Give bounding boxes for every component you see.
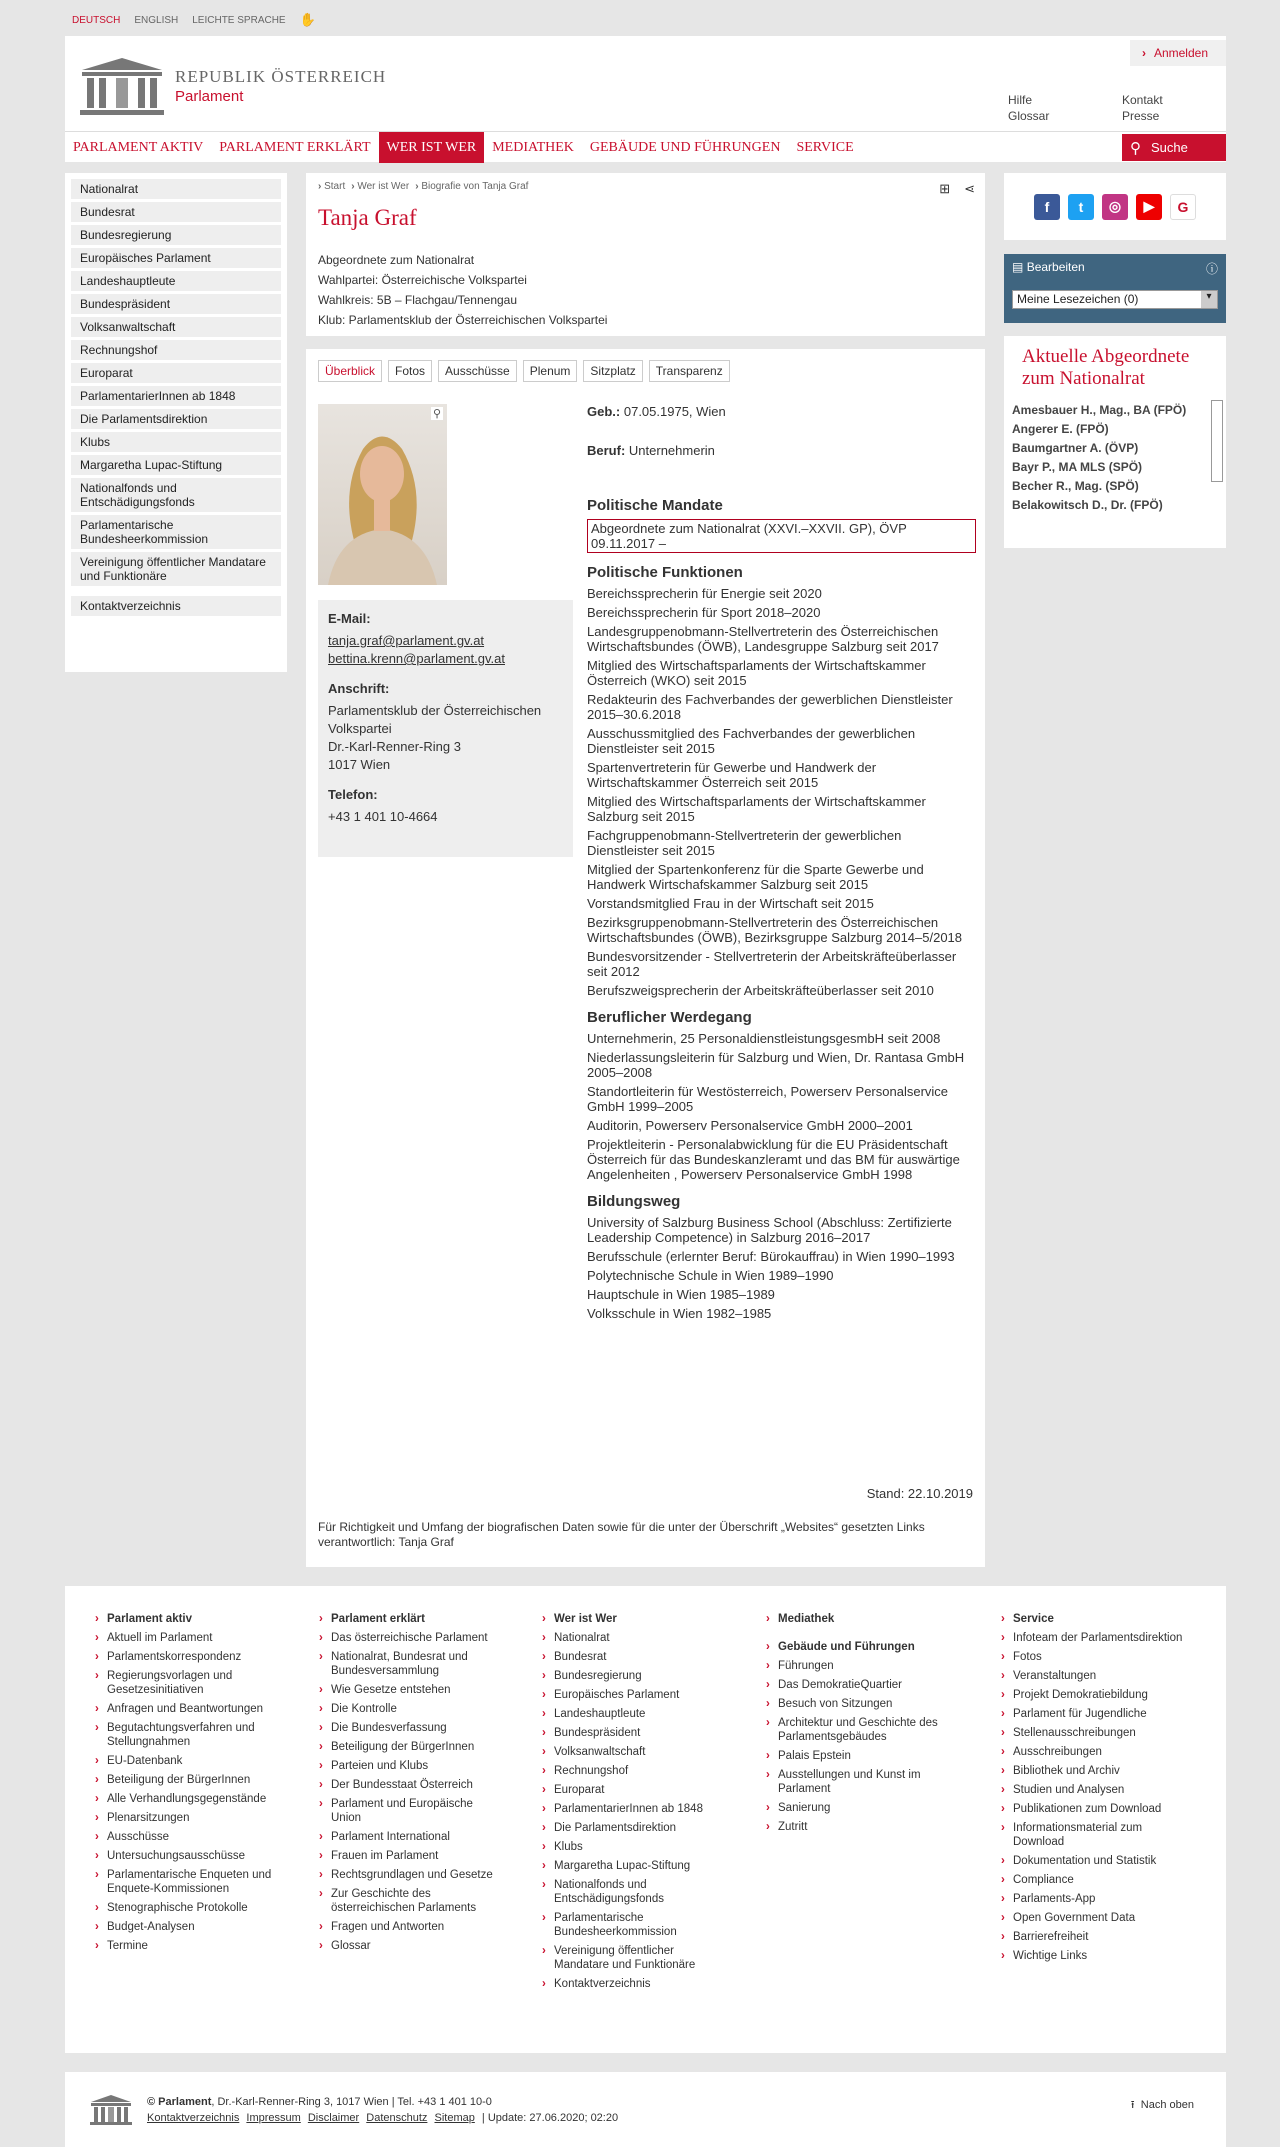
- leftnav-item[interactable]: Volksanwaltschaft: [71, 317, 281, 337]
- parliament-logo-icon: [79, 56, 165, 116]
- list-item: Niederlassungsleiterin für Salzburg und Wien, Dr. Rantasa GmbH 2005–2008: [587, 1050, 965, 1080]
- nav-mediathek[interactable]: MEDIATHEK: [492, 139, 574, 155]
- footer-link[interactable]: › Klubs: [554, 1840, 724, 1854]
- footer-link[interactable]: › Zur Geschichte des österreichischen Parlaments: [331, 1887, 506, 1915]
- tab-transparency[interactable]: Transparenz: [649, 360, 730, 382]
- footer-col-2: [331, 1607, 506, 1958]
- footer-link-privacy[interactable]: Datenschutz: [366, 2112, 428, 2124]
- list-item: Spartenvertreterin für Gewerbe und Handwerk der Wirtschaftskammer Österreich seit 2015: [587, 760, 877, 790]
- footer-link[interactable]: › Glossar: [331, 1939, 506, 1953]
- footer-heading[interactable]: › Wer ist Wer: [554, 1612, 724, 1626]
- footer-link[interactable]: › Architektur und Geschichte des Parlamentsgebäudes: [778, 1716, 958, 1744]
- person-info: [318, 250, 607, 330]
- back-to-top-label: Nach oben: [1140, 2099, 1194, 2111]
- bookmarks-box: [1004, 254, 1226, 323]
- current-members: [1004, 336, 1226, 548]
- footer-link[interactable]: › Die Kontrolle: [331, 1702, 506, 1716]
- youtube-icon[interactable]: ▶: [1136, 194, 1162, 220]
- bookmarks-select[interactable]: Meine Lesezeichen (0) ▾: [1012, 290, 1218, 309]
- footer-link[interactable]: › Aktuell im Parlament: [107, 1631, 287, 1645]
- share-icon[interactable]: ⋖: [964, 181, 975, 196]
- detail-panel: [306, 349, 985, 1567]
- footer-link[interactable]: › Nationalfonds und Entschädigungsfonds: [554, 1878, 724, 1906]
- footer-link[interactable]: › Rechnungshof: [554, 1764, 724, 1778]
- footer-link[interactable]: › Ausstellungen und Kunst im Parlament: [778, 1768, 958, 1796]
- person-info-line: Wahlpartei: Österreichische Volkspartei: [318, 273, 527, 287]
- birth-value: 07.05.1975, Wien: [623, 404, 726, 419]
- footer-link[interactable]: › Rechtsgrundlagen und Gesetze: [331, 1868, 506, 1882]
- footer-link[interactable]: › Compliance: [1013, 1873, 1188, 1887]
- footer-link[interactable]: › Termine: [107, 1939, 287, 1953]
- copyright-bar: [65, 2072, 1226, 2147]
- press-link[interactable]: Presse: [1122, 109, 1160, 123]
- footer-link[interactable]: › Begutachtungsverfahren und Stellungnahmen: [107, 1721, 287, 1749]
- footer-link[interactable]: › Open Government Data: [1013, 1911, 1188, 1925]
- leftnav-item[interactable]: Rechnungshof: [71, 340, 281, 360]
- copyright-text: [147, 2094, 618, 2126]
- footer-link[interactable]: › Publikationen zum Download: [1013, 1802, 1188, 1816]
- list-item: Polytechnische Schule in Wien 1989–1990: [587, 1268, 834, 1283]
- footer-heading[interactable]: › Mediathek: [778, 1612, 958, 1626]
- list-item: Projektleiterin - Personalabwicklung für die EU Präsidentschaft Österreich für das Bundeskanzleramt und das BM für auswärtige Angelenheiten , Powerserv Personalservice GmbH 1998: [587, 1137, 960, 1182]
- list-item[interactable]: Bayr P., MA MLS (SPÖ): [1012, 460, 1143, 474]
- facebook-icon[interactable]: f: [1034, 194, 1060, 220]
- bookmarks-header: [1012, 260, 1218, 277]
- list-item[interactable]: Becher R., Mag. (SPÖ): [1012, 479, 1139, 493]
- social-links: [1004, 173, 1226, 240]
- zoom-icon[interactable]: ⚲: [432, 408, 441, 420]
- birth: [587, 404, 976, 419]
- email-heading: E-Mail:: [328, 611, 371, 626]
- footer-link[interactable]: › Fragen und Antworten: [331, 1920, 506, 1934]
- address-line: Dr.-Karl-Renner-Ring 3: [328, 739, 461, 754]
- footer-link[interactable]: › Führungen: [778, 1659, 958, 1673]
- nav-parlament-aktiv[interactable]: PARLAMENT AKTIV: [73, 139, 204, 155]
- search-button[interactable]: [1122, 134, 1226, 161]
- scrollbar[interactable]: [1211, 400, 1223, 482]
- footer-link[interactable]: › Wichtige Links: [1013, 1949, 1188, 1963]
- footer-link[interactable]: › Nationalrat: [554, 1631, 724, 1645]
- footer-col-5: [1013, 1607, 1188, 1968]
- footer-link[interactable]: › Wie Gesetze entstehen: [331, 1683, 506, 1697]
- instagram-icon[interactable]: ◎: [1102, 194, 1128, 220]
- leftnav-item[interactable]: Bundesrat: [71, 202, 281, 222]
- footer: [65, 1586, 1226, 2053]
- page-tools: [939, 181, 975, 197]
- functions-heading: Politische Funktionen: [587, 564, 743, 581]
- email-link[interactable]: tanja.graf@parlament.gv.at: [328, 633, 485, 648]
- person-info-line: Wahlkreis: 5B – Flachgau/Tennengau: [318, 293, 518, 307]
- list-item: Mitglied des Wirtschaftsparlaments der Wirtschaftskammer Salzburg seit 2015: [587, 794, 926, 824]
- footer-link[interactable]: › Das DemokratieQuartier: [778, 1678, 958, 1692]
- leftnav-item[interactable]: Nationalrat: [71, 179, 281, 199]
- footer-link[interactable]: › Projekt Demokratiebildung: [1013, 1688, 1188, 1702]
- leftnav-item[interactable]: Vereinigung öffentlicher Mandatare und Funktionäre: [71, 552, 281, 586]
- footer-link[interactable]: › Anfragen und Beantwortungen: [107, 1702, 287, 1716]
- list-item: Standortleiterin für Westösterreich, Powerserv Personalservice GmbH 1999–2005: [587, 1084, 949, 1114]
- logo-title: REPUBLIK ÖSTERREICH: [175, 67, 387, 86]
- search-icon: ⚲: [1130, 139, 1141, 157]
- list-item: Mitglied der Spartenkonferenz für die Sparte Gewerbe und Handwerk Wirtschafskammer Salzburg seit 2015: [587, 862, 924, 892]
- nav-service[interactable]: SERVICE: [796, 139, 854, 155]
- footer-link[interactable]: › Vereinigung öffentlicher Mandatare und Funktionäre: [554, 1944, 724, 1972]
- logo-subtitle: Parlament: [175, 88, 244, 105]
- portrait-photo[interactable]: [318, 404, 447, 585]
- help-link[interactable]: Hilfe: [1008, 93, 1033, 107]
- footer-link[interactable]: › Parlamentskorrespondenz: [107, 1650, 287, 1664]
- person-info-line: Abgeordnete zum Nationalrat: [318, 253, 475, 267]
- list-item: Berufszweigsprecherin der Arbeitskräfteüberlasser seit 2010: [587, 983, 934, 998]
- main-nav: [65, 131, 1226, 162]
- breadcrumb: [318, 181, 528, 192]
- phone-heading: Telefon:: [328, 787, 378, 802]
- leftnav-item[interactable]: Bundesregierung: [71, 225, 281, 245]
- footer-link[interactable]: › Parteien und Klubs: [331, 1759, 506, 1773]
- footer-link-sitemap[interactable]: Sitemap: [434, 2112, 475, 2124]
- list-item: Bundesvorsitzender - Stellvertreterin der Arbeitskräfteüberlasser seit 2012: [587, 949, 957, 979]
- footer-link-contacts[interactable]: Kontaktverzeichnis: [147, 2112, 240, 2124]
- mandate-entry: [587, 519, 976, 553]
- footer-link[interactable]: › Ausschreibungen: [1013, 1745, 1188, 1759]
- footer-link[interactable]: › Kontaktverzeichnis: [554, 1977, 724, 1991]
- copyright-name: © Parlament: [147, 2096, 212, 2108]
- footer-link[interactable]: › Margaretha Lupac-Stiftung: [554, 1859, 724, 1873]
- mandates-heading: Politische Mandate: [587, 497, 723, 514]
- footer-link[interactable]: › Alle Verhandlungsgegenstände: [107, 1792, 287, 1806]
- address-line: Parlamentsklub der Österreichischen Volkspartei: [328, 703, 542, 736]
- footer-col-3: [554, 1607, 724, 1996]
- footer-col-1: [107, 1607, 287, 1958]
- list-item: Bezirksgruppenobmann-Stellvertreterin des Österreichischen Wirtschaftsbundes (ÖWB), Bezirksgruppe Salzburg 2014–5/2018: [587, 915, 963, 945]
- tab-plenum[interactable]: Plenum: [523, 360, 578, 382]
- footer-link[interactable]: › Bundesregierung: [554, 1669, 724, 1683]
- glossary-link[interactable]: Glossar: [1008, 109, 1050, 123]
- left-nav: [65, 173, 287, 672]
- footer-link[interactable]: › Besuch von Sitzungen: [778, 1697, 958, 1711]
- footer-link[interactable]: › Infoteam der Parlamentsdirektion: [1013, 1631, 1188, 1645]
- tabs: [318, 360, 730, 382]
- list-item: Hauptschule in Wien 1985–1989: [587, 1287, 775, 1302]
- footer-heading[interactable]: › Parlament aktiv: [107, 1612, 287, 1626]
- leftnav-item[interactable]: Klubs: [71, 432, 281, 452]
- lang-english[interactable]: ENGLISH: [134, 14, 179, 26]
- contact-link[interactable]: Kontakt: [1122, 93, 1163, 107]
- list-item: Fachgruppenobmann-Stellvertreterin der gewerblichen Dienstleister seit 2015: [587, 828, 902, 858]
- info-icon[interactable]: ⓘ: [1205, 262, 1218, 276]
- footer-link[interactable]: › Ausschüsse: [107, 1830, 287, 1844]
- nav-gebaeude[interactable]: GEBÄUDE UND FÜHRUNGEN: [589, 139, 781, 155]
- footer-heading[interactable]: › Service: [1013, 1612, 1188, 1626]
- footer-link[interactable]: › Parlamentarische Enqueten und Enquete-Kommissionen: [107, 1868, 287, 1896]
- search-label: Suche: [1151, 140, 1188, 155]
- leftnav-item[interactable]: Bundespräsident: [71, 294, 281, 314]
- address-heading: Anschrift:: [328, 681, 390, 696]
- crumb-item[interactable]: › Wer ist Wer: [351, 181, 409, 192]
- profession-value: Unternehmerin: [628, 443, 715, 458]
- leftnav-item[interactable]: Nationalfonds und Entschädigungsfonds: [71, 478, 281, 512]
- phone-number: +43 1 401 10-4664: [328, 809, 438, 824]
- list-item: Bereichssprecherin für Sport 2018–2020: [587, 605, 821, 620]
- copyright-address: , Dr.-Karl-Renner-Ring 3, 1017 Wien | Tel. +43 1 401 10-0: [211, 2096, 492, 2108]
- footer-link[interactable]: › Fotos: [1013, 1650, 1188, 1664]
- list-item[interactable]: Belakowitsch D., Dr. (FPÖ): [1012, 498, 1163, 512]
- footer-link[interactable]: › Zutritt: [778, 1820, 958, 1834]
- leftnav-item[interactable]: Europarat: [71, 363, 281, 383]
- bookmark-add-icon[interactable]: ⊞: [939, 181, 951, 196]
- footer-link-disclaimer[interactable]: Disclaimer: [307, 2112, 360, 2124]
- footer-link[interactable]: › Stenographische Protokolle: [107, 1901, 287, 1915]
- footer-link[interactable]: › Die Bundesverfassung: [331, 1721, 506, 1735]
- footer-link[interactable]: › Budget-Analysen: [107, 1920, 287, 1934]
- list-item[interactable]: Baumgartner A. (ÖVP): [1012, 441, 1139, 455]
- footer-link[interactable]: › Palais Epstein: [778, 1749, 958, 1763]
- list-item: Unternehmerin, 25 PersonaldienstleistungsgesmbH seit 2008: [587, 1031, 941, 1046]
- footer-link[interactable]: › Untersuchungsausschüsse: [107, 1849, 287, 1863]
- person-info-line: Klub: Parlamentsklub der Österreichischen Volkspartei: [318, 313, 608, 327]
- leftnav-item[interactable]: Europäisches Parlament: [71, 248, 281, 268]
- footer-link[interactable]: › Parlament und Europäische Union: [331, 1797, 506, 1825]
- footer-col-4: [778, 1607, 958, 1839]
- footer-link[interactable]: › Das österreichische Parlament: [331, 1631, 506, 1645]
- leftnav-item[interactable]: Landeshauptleute: [71, 271, 281, 291]
- footer-link[interactable]: › Volksanwaltschaft: [554, 1745, 724, 1759]
- footer-link[interactable]: › Parlament für Jugendliche: [1013, 1707, 1188, 1721]
- list-item: Berufsschule (erlernter Beruf: Bürokauffrau) in Wien 1990–1993: [587, 1249, 955, 1264]
- list-item: Bereichssprecherin für Energie seit 2020: [587, 586, 822, 601]
- education-heading: Bildungsweg: [587, 1193, 681, 1210]
- footer-link[interactable]: › ParlamentarierInnen ab 1848: [554, 1802, 724, 1816]
- birth-label: Geb.:: [587, 404, 621, 419]
- logo[interactable]: [79, 56, 386, 116]
- list-item[interactable]: Amesbauer H., Mag., BA (FPÖ): [1012, 403, 1187, 417]
- footer-link[interactable]: › Regierungsvorlagen und Gesetzesinitiativen: [107, 1669, 287, 1697]
- page-title: Tanja Graf: [318, 205, 417, 230]
- footer-link[interactable]: › Sanierung: [778, 1801, 958, 1815]
- footer-link[interactable]: › Parlamentarische Bundesheerkommission: [554, 1911, 724, 1939]
- members-list: [1012, 400, 1212, 512]
- bookmarks-title[interactable]: Bearbeiten: [1026, 260, 1085, 274]
- footer-link[interactable]: › Studien und Analysen: [1013, 1783, 1188, 1797]
- footer-link[interactable]: › Europarat: [554, 1783, 724, 1797]
- profession-label: Beruf:: [587, 443, 626, 458]
- career-heading: Beruflicher Werdegang: [587, 1009, 752, 1026]
- footer-link[interactable]: › Barrierefreiheit: [1013, 1930, 1188, 1944]
- footer-link[interactable]: › Frauen im Parlament: [331, 1849, 506, 1863]
- footer-heading[interactable]: › Gebäude und Führungen: [778, 1640, 958, 1654]
- list-item: University of Salzburg Business School (Abschluss: Zertifizierte Leadership Competence) in Salzburg 2016–2017: [587, 1215, 952, 1245]
- leftnav-item[interactable]: Margaretha Lupac-Stiftung: [71, 455, 281, 475]
- person-header: [306, 173, 985, 336]
- footer-link[interactable]: › Veranstaltungen: [1013, 1669, 1188, 1683]
- disclaimer: Für Richtigkeit und Umfang der biografischen Daten sowie für die unter der Überschrift „Websites“ gesetzten Links verantwortlich: Tanja Graf: [318, 1520, 925, 1549]
- footer-link-imprint[interactable]: Impressum: [246, 2112, 301, 2124]
- footer-link[interactable]: › Bundesrat: [554, 1650, 724, 1664]
- lang-easy[interactable]: LEICHTE SPRACHE: [192, 14, 286, 26]
- footer-link[interactable]: › Stellenausschreibungen: [1013, 1726, 1188, 1740]
- util-nav-1: [1008, 92, 1049, 124]
- footer-link[interactable]: › Dokumentation und Statistik: [1013, 1854, 1188, 1868]
- app-icon[interactable]: G: [1170, 194, 1196, 220]
- twitter-icon[interactable]: t: [1068, 194, 1094, 220]
- list-item: Landesgruppenobmann-Stellvertreterin des Österreichischen Wirtschaftsbundes (ÖWB), Landesgruppe Salzburg seit 2017: [587, 624, 939, 654]
- nav-wer-ist-wer[interactable]: WER IST WER: [379, 132, 485, 163]
- tab-overview[interactable]: Überblick: [318, 360, 382, 382]
- footer-link[interactable]: › Nationalrat, Bundesrat und Bundesversammlung: [331, 1650, 506, 1678]
- footer-heading[interactable]: › Parlament erklärt: [331, 1612, 506, 1626]
- mandate-line: 09.11.2017 –: [591, 536, 666, 551]
- footer-link[interactable]: › Plenarsitzungen: [107, 1811, 287, 1825]
- footer-link[interactable]: › Bundespräsident: [554, 1726, 724, 1740]
- arrow-up-icon: ⭱: [1130, 2099, 1135, 2111]
- profession: [587, 443, 976, 458]
- list-item: Mitglied des Wirtschaftsparlaments der Wirtschaftskammer Österreich (WKO) seit 2015: [587, 658, 926, 688]
- tab-seat[interactable]: Sitzplatz: [583, 360, 642, 382]
- footer-link[interactable]: › Beteiligung der BürgerInnen: [107, 1773, 287, 1787]
- back-to-top-link[interactable]: [1131, 2096, 1194, 2115]
- edit-icon: ▤: [1012, 260, 1024, 274]
- tab-photos[interactable]: Fotos: [388, 360, 432, 382]
- footer-link[interactable]: › Europäisches Parlament: [554, 1688, 724, 1702]
- login-button[interactable]: › Anmelden: [1130, 40, 1226, 66]
- footer-link[interactable]: › Der Bundesstaat Österreich: [331, 1778, 506, 1792]
- footer-link[interactable]: › Bibliothek und Archiv: [1013, 1764, 1188, 1778]
- nav-parlament-erklaert[interactable]: PARLAMENT ERKLÄRT: [219, 139, 371, 155]
- footer-link[interactable]: › EU-Datenbank: [107, 1754, 287, 1768]
- site-header: [65, 36, 1226, 162]
- list-item: Ausschussmitglied des Fachverbandes der gewerblichen Dienstleister seit 2015: [587, 726, 916, 756]
- leftnav-item[interactable]: Parlamentarische Bundesheerkommission: [71, 515, 281, 549]
- crumb-item[interactable]: › Start: [318, 181, 345, 192]
- last-updated: Stand: 22.10.2019: [866, 1486, 973, 1501]
- portrait-image: [318, 404, 447, 585]
- footer-link[interactable]: › Informationsmaterial zum Download: [1013, 1821, 1188, 1849]
- tab-committees[interactable]: Ausschüsse: [438, 360, 517, 382]
- list-item: Volksschule in Wien 1982–1985: [587, 1306, 772, 1321]
- leftnav-item[interactable]: ParlamentarierInnen ab 1848: [71, 386, 281, 406]
- footer-link[interactable]: › Landeshauptleute: [554, 1707, 724, 1721]
- list-item[interactable]: Angerer E. (FPÖ): [1012, 422, 1109, 436]
- leftnav-item[interactable]: Die Parlamentsdirektion: [71, 409, 281, 429]
- update-date: | Update: 27.06.2020; 02:20: [481, 2112, 619, 2124]
- footer-link[interactable]: › Parlaments-App: [1013, 1892, 1188, 1906]
- sign-language-icon[interactable]: ✋: [299, 12, 316, 27]
- footer-link[interactable]: › Parlament International: [331, 1830, 506, 1844]
- language-bar: [72, 12, 316, 28]
- footer-link[interactable]: › Die Parlamentsdirektion: [554, 1821, 724, 1835]
- leftnav-item[interactable]: Kontaktverzeichnis: [71, 596, 281, 616]
- address-line: 1017 Wien: [328, 757, 391, 772]
- crumb-item: › Biografie von Tanja Graf: [415, 181, 528, 192]
- footer-link[interactable]: › Beteiligung der BürgerInnen: [331, 1740, 506, 1754]
- list-item: Vorstandsmitglied Frau in der Wirtschaft seit 2015: [587, 896, 874, 911]
- contact-box: [318, 600, 573, 857]
- parliament-logo-icon: [89, 2094, 133, 2126]
- mandate-line: Abgeordnete zum Nationalrat (XXVI.–XXVII. GP), ÖVP: [591, 521, 907, 536]
- lang-german[interactable]: DEUTSCH: [72, 14, 121, 26]
- list-item: Auditorin, Powerserv Personalservice GmbH 2000–2001: [587, 1118, 913, 1133]
- list-item: Redakteurin des Fachverbandes der gewerblichen Dienstleister 2015–30.6.2018: [587, 692, 953, 722]
- current-members-title: Aktuelle Abgeordnete zum Nationalrat: [1022, 346, 1190, 389]
- email-link[interactable]: bettina.krenn@parlament.gv.at: [328, 651, 505, 666]
- bio-content: [587, 404, 976, 1325]
- util-nav-2: [1122, 92, 1163, 124]
